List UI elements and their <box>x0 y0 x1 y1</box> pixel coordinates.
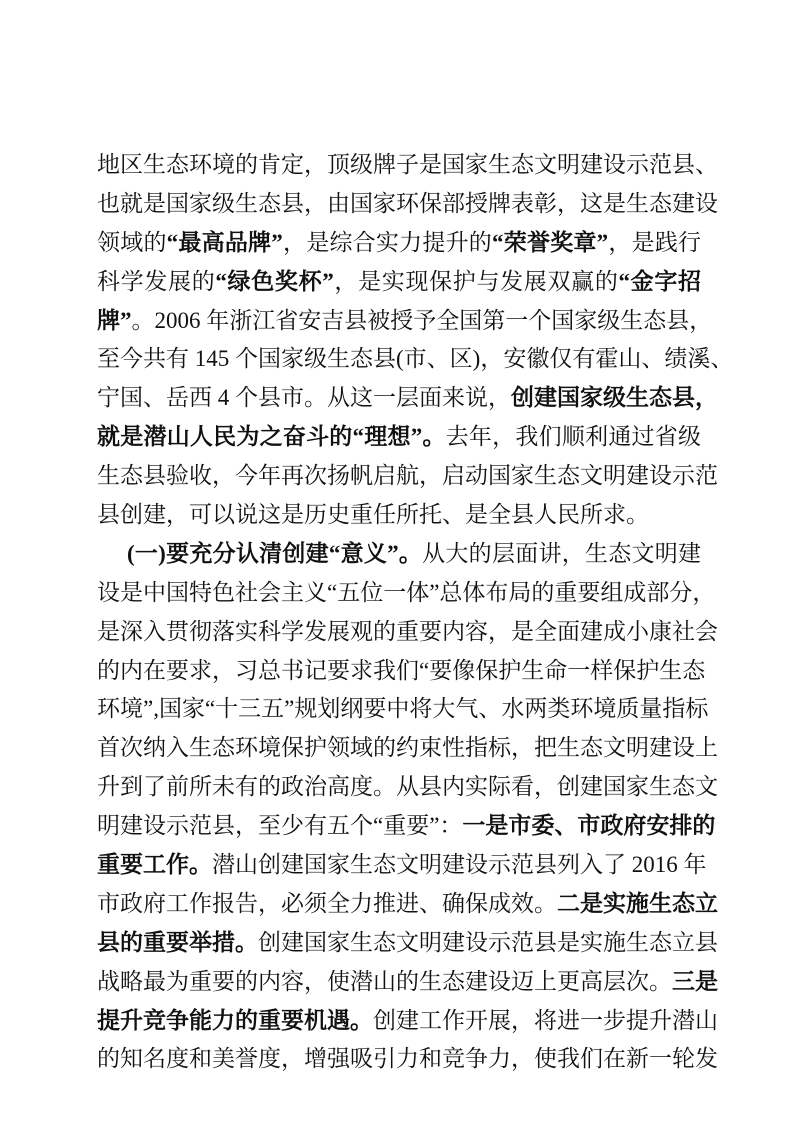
text-line <box>97 185 718 224</box>
text-line <box>97 963 718 1002</box>
body-text: 潜山创建国家生态文明建设示范县列入了 2016 年 <box>212 852 707 878</box>
text-line <box>97 807 716 846</box>
text-line <box>97 379 718 418</box>
body-text: ，是综合实力提升的 <box>282 229 493 255</box>
bold-text: 二是实施生态立 <box>557 890 718 916</box>
text-line <box>97 1040 718 1079</box>
bold-text: 就是潜山人民为之奋斗的“理想”。 <box>97 424 446 450</box>
bold-text: 一是市委、市政府安排的 <box>462 813 716 839</box>
text-line <box>97 146 718 185</box>
body-text: 。2006 年浙江省安吉县被授予全国第一个国家级生态县， <box>131 307 713 333</box>
text-line <box>97 652 706 691</box>
text-line <box>97 302 713 341</box>
text-line <box>97 574 716 613</box>
body-text: 也就是国家级生态县，由国家环保部授牌表彰，这是生态建设 <box>97 190 718 216</box>
text-line <box>97 1002 718 1041</box>
body-text: 是深入贯彻落实科学发展观的重要内容，是全面建成小康社会 <box>97 618 718 644</box>
body-text: 的内在要求，习总书记要求我们“要像保护生命一样保护生态 <box>97 657 706 683</box>
body-text: 创建工作开展，将进一步提升潜山 <box>373 1007 718 1033</box>
body-text: 市政府工作报告，必须全力推进、确保成效。 <box>97 890 557 916</box>
body-text: 从大的层面讲，生态文明建 <box>422 540 701 566</box>
body-text: 升到了前所未有的政治高度。从县内实际看，创建国家生态文 <box>97 774 718 800</box>
bold-text: 创建国家级生态县， <box>511 385 718 411</box>
body-text: 去年，我们顺利通过省级 <box>445 424 702 450</box>
bold-text: 牌” <box>97 307 132 333</box>
text-line <box>97 924 718 963</box>
body-text: 领域的 <box>97 229 167 255</box>
text-line <box>97 418 701 457</box>
body-text: 首次纳入生态环境保护领域的约束性指标，把生态文明建设上 <box>97 735 718 761</box>
bold-text: 重要工作。 <box>97 852 212 878</box>
text-line <box>97 613 718 652</box>
text-line <box>97 885 718 924</box>
body-text: 宁国、岳西 4 个县市。从这一层面来说， <box>97 385 511 411</box>
text-line <box>97 535 701 574</box>
body-text: 明建设示范县，至少有五个“重要”： <box>97 813 463 839</box>
body-text: 设是中国特色社会主义“五位一体”总体布局的重要组成部分， <box>97 579 716 605</box>
text-line <box>97 729 718 768</box>
bold-text: “荣誉奖章” <box>492 229 609 255</box>
text-line <box>97 457 718 496</box>
body-text: 环境”,国家“十三五”规划纲要中将大气、水两类环境质量指标 <box>97 696 709 722</box>
bold-text: 县的重要举措。 <box>97 929 258 955</box>
body-text: 创建国家生态文明建设示范县是实施生态立县 <box>258 929 718 955</box>
body-text: 县创建，可以说这是历史重任所托、是全县人民所求。 <box>97 502 649 528</box>
text-line <box>97 263 701 302</box>
document-body <box>97 146 734 1079</box>
bold-text: 三是 <box>672 968 718 994</box>
body-text: ，是实现保护与发展双赢的 <box>333 268 619 294</box>
text-line <box>97 690 709 729</box>
text-line <box>97 496 701 535</box>
text-line <box>97 846 707 885</box>
text-line <box>97 768 718 807</box>
bold-text: “最高品牌” <box>166 229 283 255</box>
body-text: ，是践行 <box>608 229 702 255</box>
text-line <box>97 340 734 379</box>
body-text: 的知名度和美誉度，增强吸引力和竞争力，使我们在新一轮发 <box>97 1046 718 1072</box>
text-line <box>97 224 701 263</box>
bold-text: 提升竞争能力的重要机遇。 <box>97 1007 373 1033</box>
body-text: 地区生态环境的肯定，顶级牌子是国家生态文明建设示范县、 <box>97 152 718 177</box>
body-text: 生态县验收，今年再次扬帆启航，启动国家生态文明建设示范 <box>97 463 718 489</box>
bold-text: “金字招 <box>618 268 702 294</box>
bold-text: “绿色奖杯” <box>215 268 334 294</box>
body-text: 战略最为重要的内容，使潜山的生态建设迈上更高层次。 <box>97 968 672 994</box>
body-text: 科学发展的 <box>97 268 216 294</box>
bold-text: (一)要充分认清创建“意义”。 <box>127 540 423 566</box>
body-text: 至今共有 145 个国家级生态县(市、区)，安徽仅有霍山、绩溪、 <box>97 346 734 372</box>
